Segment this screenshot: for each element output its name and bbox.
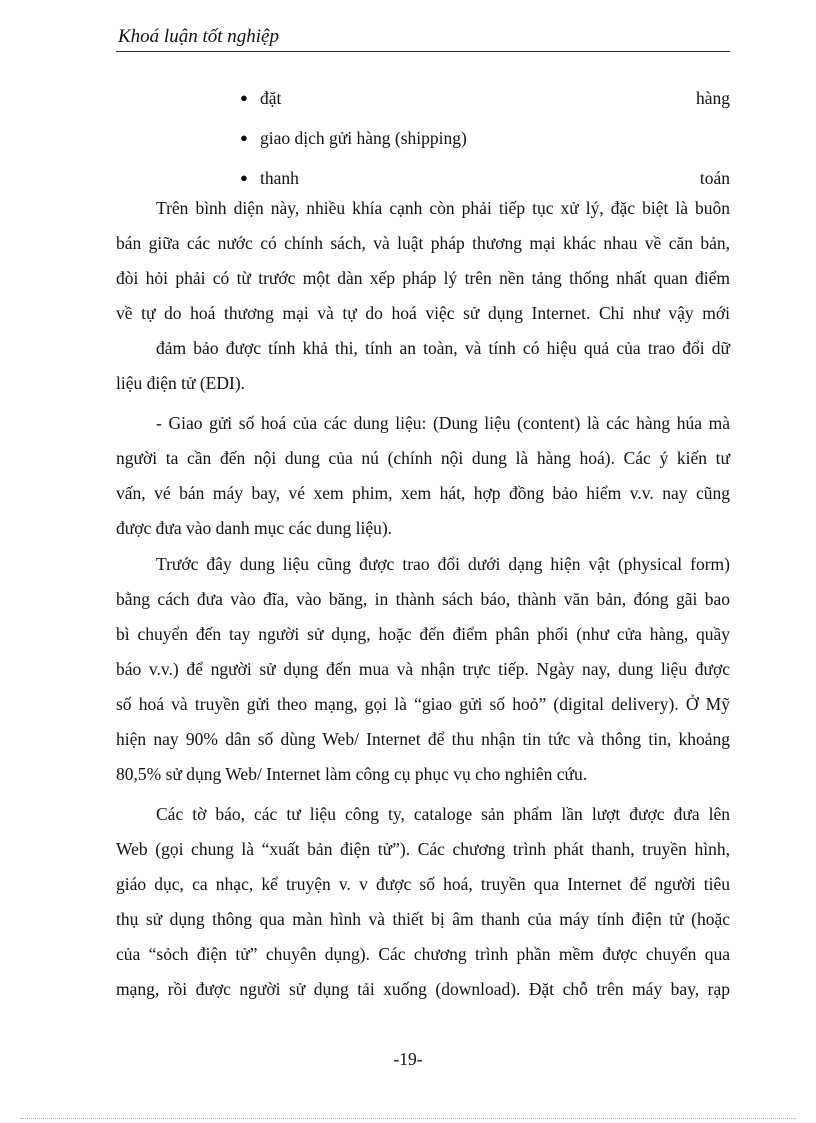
paragraph-line: bán giữa các nước có chính sách, và luật pháp thương mại khác nhau về căn bản,	[116, 233, 730, 253]
bullet-text: đặt	[260, 87, 282, 108]
bullet-item	[240, 118, 730, 158]
footer-divider	[20, 1118, 796, 1119]
paragraph-line: bì chuyển đến tay người sử dụng, hoặc đến điểm phân phối (như cửa hàng, quầy	[116, 624, 730, 644]
paragraph-3	[116, 547, 730, 792]
bullet-dot-icon: ●	[240, 170, 248, 185]
bullet-dot-icon: ●	[240, 90, 248, 105]
bullet-text-end: hàng	[695, 87, 730, 108]
paragraph-line: giáo dục, ca nhạc, kể truyện v. v được số hoá, truyền qua Internet để người tiêu	[116, 874, 730, 894]
paragraph-line: hiện nay 90% dân số dùng Web/ Internet để thu nhận tin tức và thông tin, khoảng	[116, 729, 730, 749]
paragraph-line: bằng cách đưa vào đĩa, vào băng, in thành sách báo, thành văn bản, đóng gãi bao	[116, 589, 730, 609]
header-rule	[116, 51, 730, 52]
paragraph-line: - Giao gửi số hoá của các dung liệu: (Dung liệu (content) là các hàng húa mà	[156, 413, 730, 433]
paragraph-line: đòi hỏi phải có từ trước một dàn xếp pháp lý trên nền tảng thống nhất quan điểm	[116, 268, 730, 288]
paragraph-4	[116, 797, 730, 1007]
bullet-dot-icon: ●	[240, 130, 248, 145]
paragraph-line: liệu điện tử (EDI).	[116, 373, 246, 393]
bullet-item	[240, 78, 730, 118]
paragraph-line: Các tờ báo, các tư liệu công ty, cataloge sản phẩm lần lượt được đưa lên	[156, 804, 730, 824]
paragraph-line: đảm bảo được tính khả thi, tính an toàn, và tính có hiệu quả của trao đổi dữ	[156, 338, 730, 358]
paragraph-line: người ta cần đến nội dung của nú (chính nội dung là hàng hoá). Các ý kiến tư	[116, 448, 730, 468]
header-title: Khoá luận tốt nghiệp	[118, 26, 279, 47]
paragraph-line: vấn, vé bán máy bay, vé xem phim, xem hát, hợp đồng bảo hiểm v.v. nay cũng	[116, 483, 730, 503]
bullet-text: giao dịch gửi hàng (shipping)	[260, 127, 467, 148]
paragraph-line: số hoá và truyền gửi theo mạng, gọi là “giao gửi số hoỏ” (digital delivery). Ở Mỹ	[116, 694, 730, 714]
paragraph-2	[116, 406, 730, 546]
paragraph-line: thụ sử dụng thông qua màn hình và thiết bị âm thanh của máy tính điện tử (hoặc	[116, 909, 730, 929]
paragraph-line: Web (gọi chung là “xuất bản điện tử”). Các chương trình phát thanh, truyền hình,	[116, 839, 730, 859]
paragraph-line: được đưa vào danh mục các dung liệu).	[116, 518, 393, 538]
paragraph-line: 80,5% sử dụng Web/ Internet làm công cụ phục vụ cho nghiên cứu.	[116, 764, 588, 784]
bullet-text: thanh	[260, 167, 299, 188]
paragraph-line: Trên bình diện này, nhiều khía cạnh còn phải tiếp tục xử lý, đặc biệt là buôn	[156, 198, 730, 218]
paragraph-line: Trước đây dung liệu cũng được trao đổi dưới dạng hiện vật (physical form)	[156, 554, 730, 574]
bullet-list	[240, 78, 730, 198]
page-number: -19-	[393, 1049, 423, 1069]
paragraph-line: mạng, rồi được người sử dụng tải xuống (download). Đặt chỗ trên máy bay, rạp	[116, 979, 730, 999]
paragraph-line: của “sỏch điện tử” chuyên dụng). Các chương trình phần mềm được chuyển qua	[116, 944, 730, 964]
bullet-text-end: toán	[699, 167, 730, 188]
paragraph-line: về tự do hoá thương mại và tự do hoá việc sử dụng Internet. Chỉ như vậy mới	[116, 303, 730, 323]
paragraph-1	[116, 191, 730, 401]
paragraph-line: báo v.v.) để người sử dụng đến mua và nhận trực tiếp. Ngày nay, dung liệu được	[116, 659, 730, 679]
